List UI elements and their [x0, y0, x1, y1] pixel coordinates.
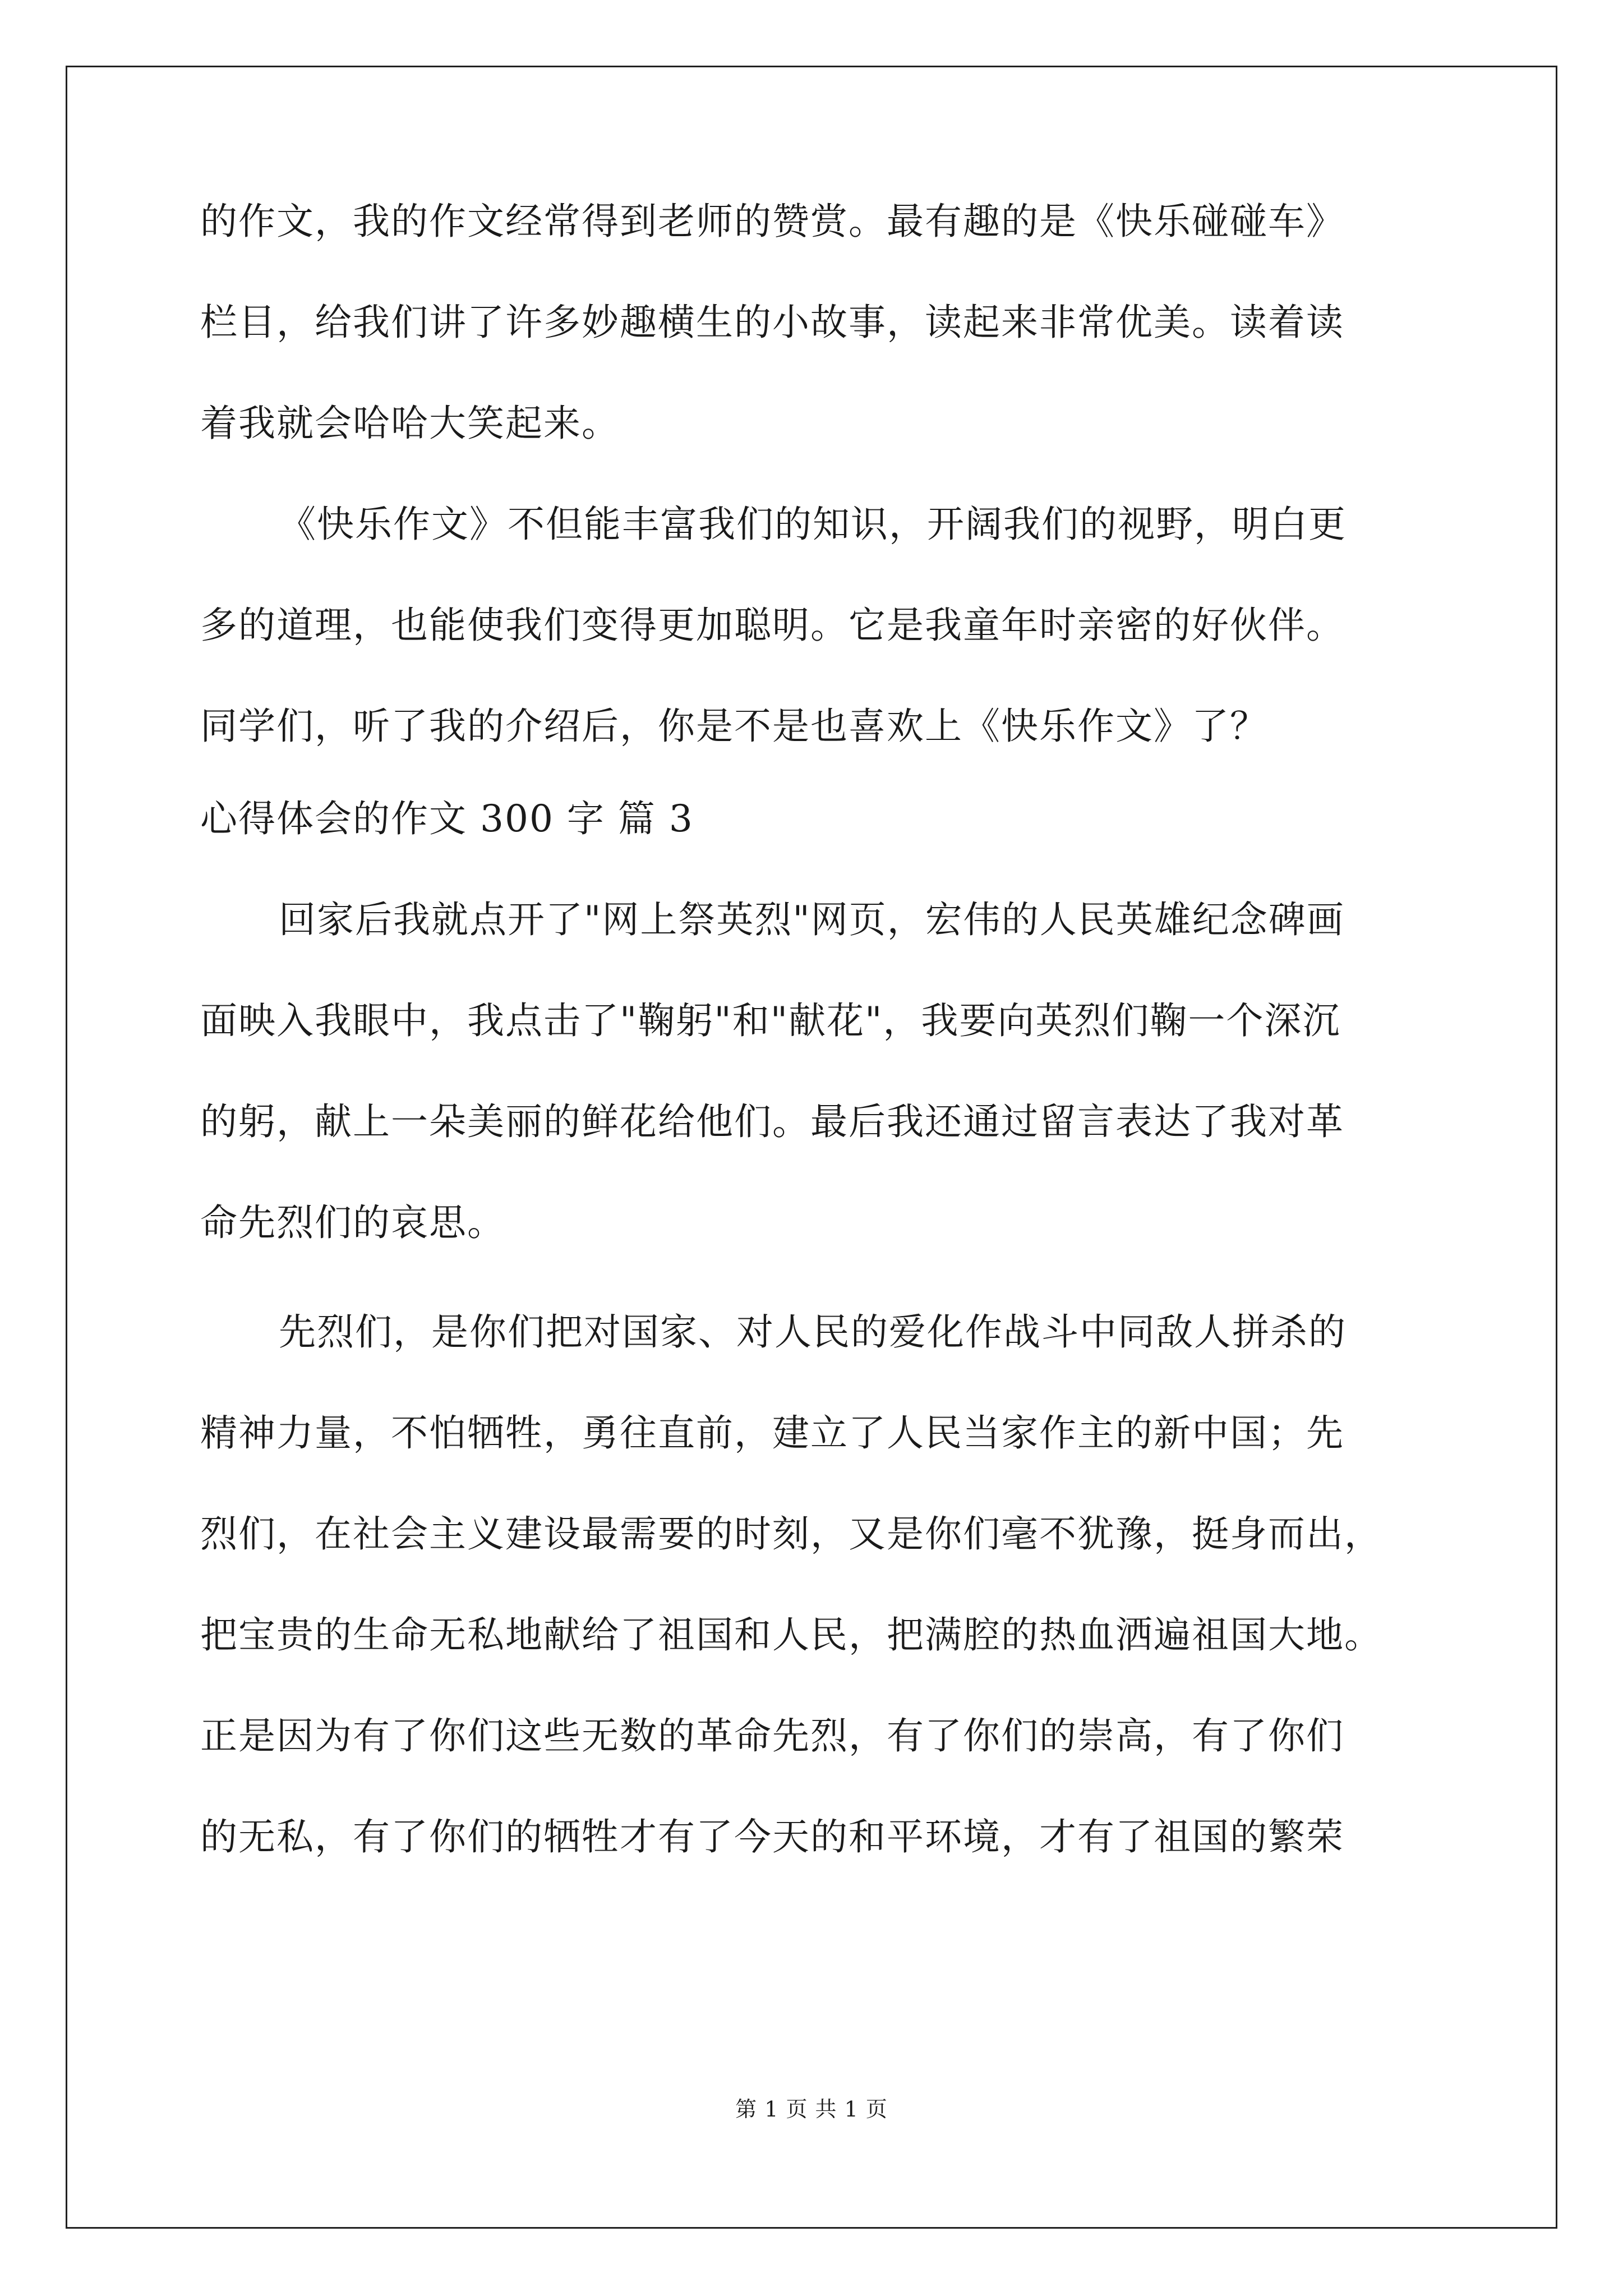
- paragraph-1-line-3: 着我就会哈哈大笑起来。: [200, 402, 620, 445]
- paragraph-3-line-3: 的躬，献上一朵美丽的鲜花给他们。最后我还通过留言表达了我对革: [200, 1100, 1344, 1143]
- paragraph-3-line-2: 面映入我眼中，我点击了"鞠躬"和"献花"，我要向英烈们鞠一个深沉: [200, 999, 1341, 1042]
- paragraph-3-line-1: 回家后我就点开了"网上祭英烈"网页，宏伟的人民英雄纪念碑画: [279, 898, 1345, 941]
- paragraph-1-line-1: 的作文，我的作文经常得到老师的赞赏。最有趣的是《快乐碰碰车》: [200, 200, 1344, 243]
- paragraph-1-line-2: 栏目，给我们讲了许多妙趣横生的小故事，读起来非常优美。读着读: [200, 301, 1344, 344]
- paragraph-2-line-1: 《快乐作文》不但能丰富我们的知识，开阔我们的视野，明白更: [279, 503, 1347, 546]
- paragraph-4-line-5: 正是因为有了你们这些无数的革命先烈，有了你们的崇高，有了你们: [200, 1714, 1344, 1757]
- section-heading: 心得体会的作文 300 字 篇 3: [200, 797, 694, 840]
- paragraph-2-line-3: 同学们，听了我的介绍后，你是不是也喜欢上《快乐作文》了？: [200, 705, 1268, 748]
- paragraph-3-line-4: 命先烈们的哀思。: [200, 1201, 505, 1244]
- paragraph-4-line-4: 把宝贵的生命无私地献给了祖国和人民，把满腔的热血洒遍祖国大地。: [200, 1613, 1382, 1657]
- paragraph-2-line-2: 多的道理，也能使我们变得更加聪明。它是我童年时亲密的好伙伴。: [200, 604, 1344, 647]
- page-number-footer: 第 1 页 共 1 页: [735, 2097, 888, 2122]
- paragraph-4-line-3: 烈们，在社会主义建设最需要的时刻，又是你们毫不犹豫，挺身而出，: [200, 1512, 1382, 1556]
- paragraph-4-line-1: 先烈们，是你们把对国家、对人民的爱化作战斗中同敌人拼杀的: [279, 1310, 1347, 1354]
- page-border: [66, 66, 1557, 2229]
- paragraph-4-line-2: 精神力量，不怕牺牲，勇往直前，建立了人民当家作主的新中国；先: [200, 1411, 1344, 1455]
- paragraph-4-line-6: 的无私，有了你们的牺牲才有了今天的和平环境，才有了祖国的繁荣: [200, 1815, 1344, 1858]
